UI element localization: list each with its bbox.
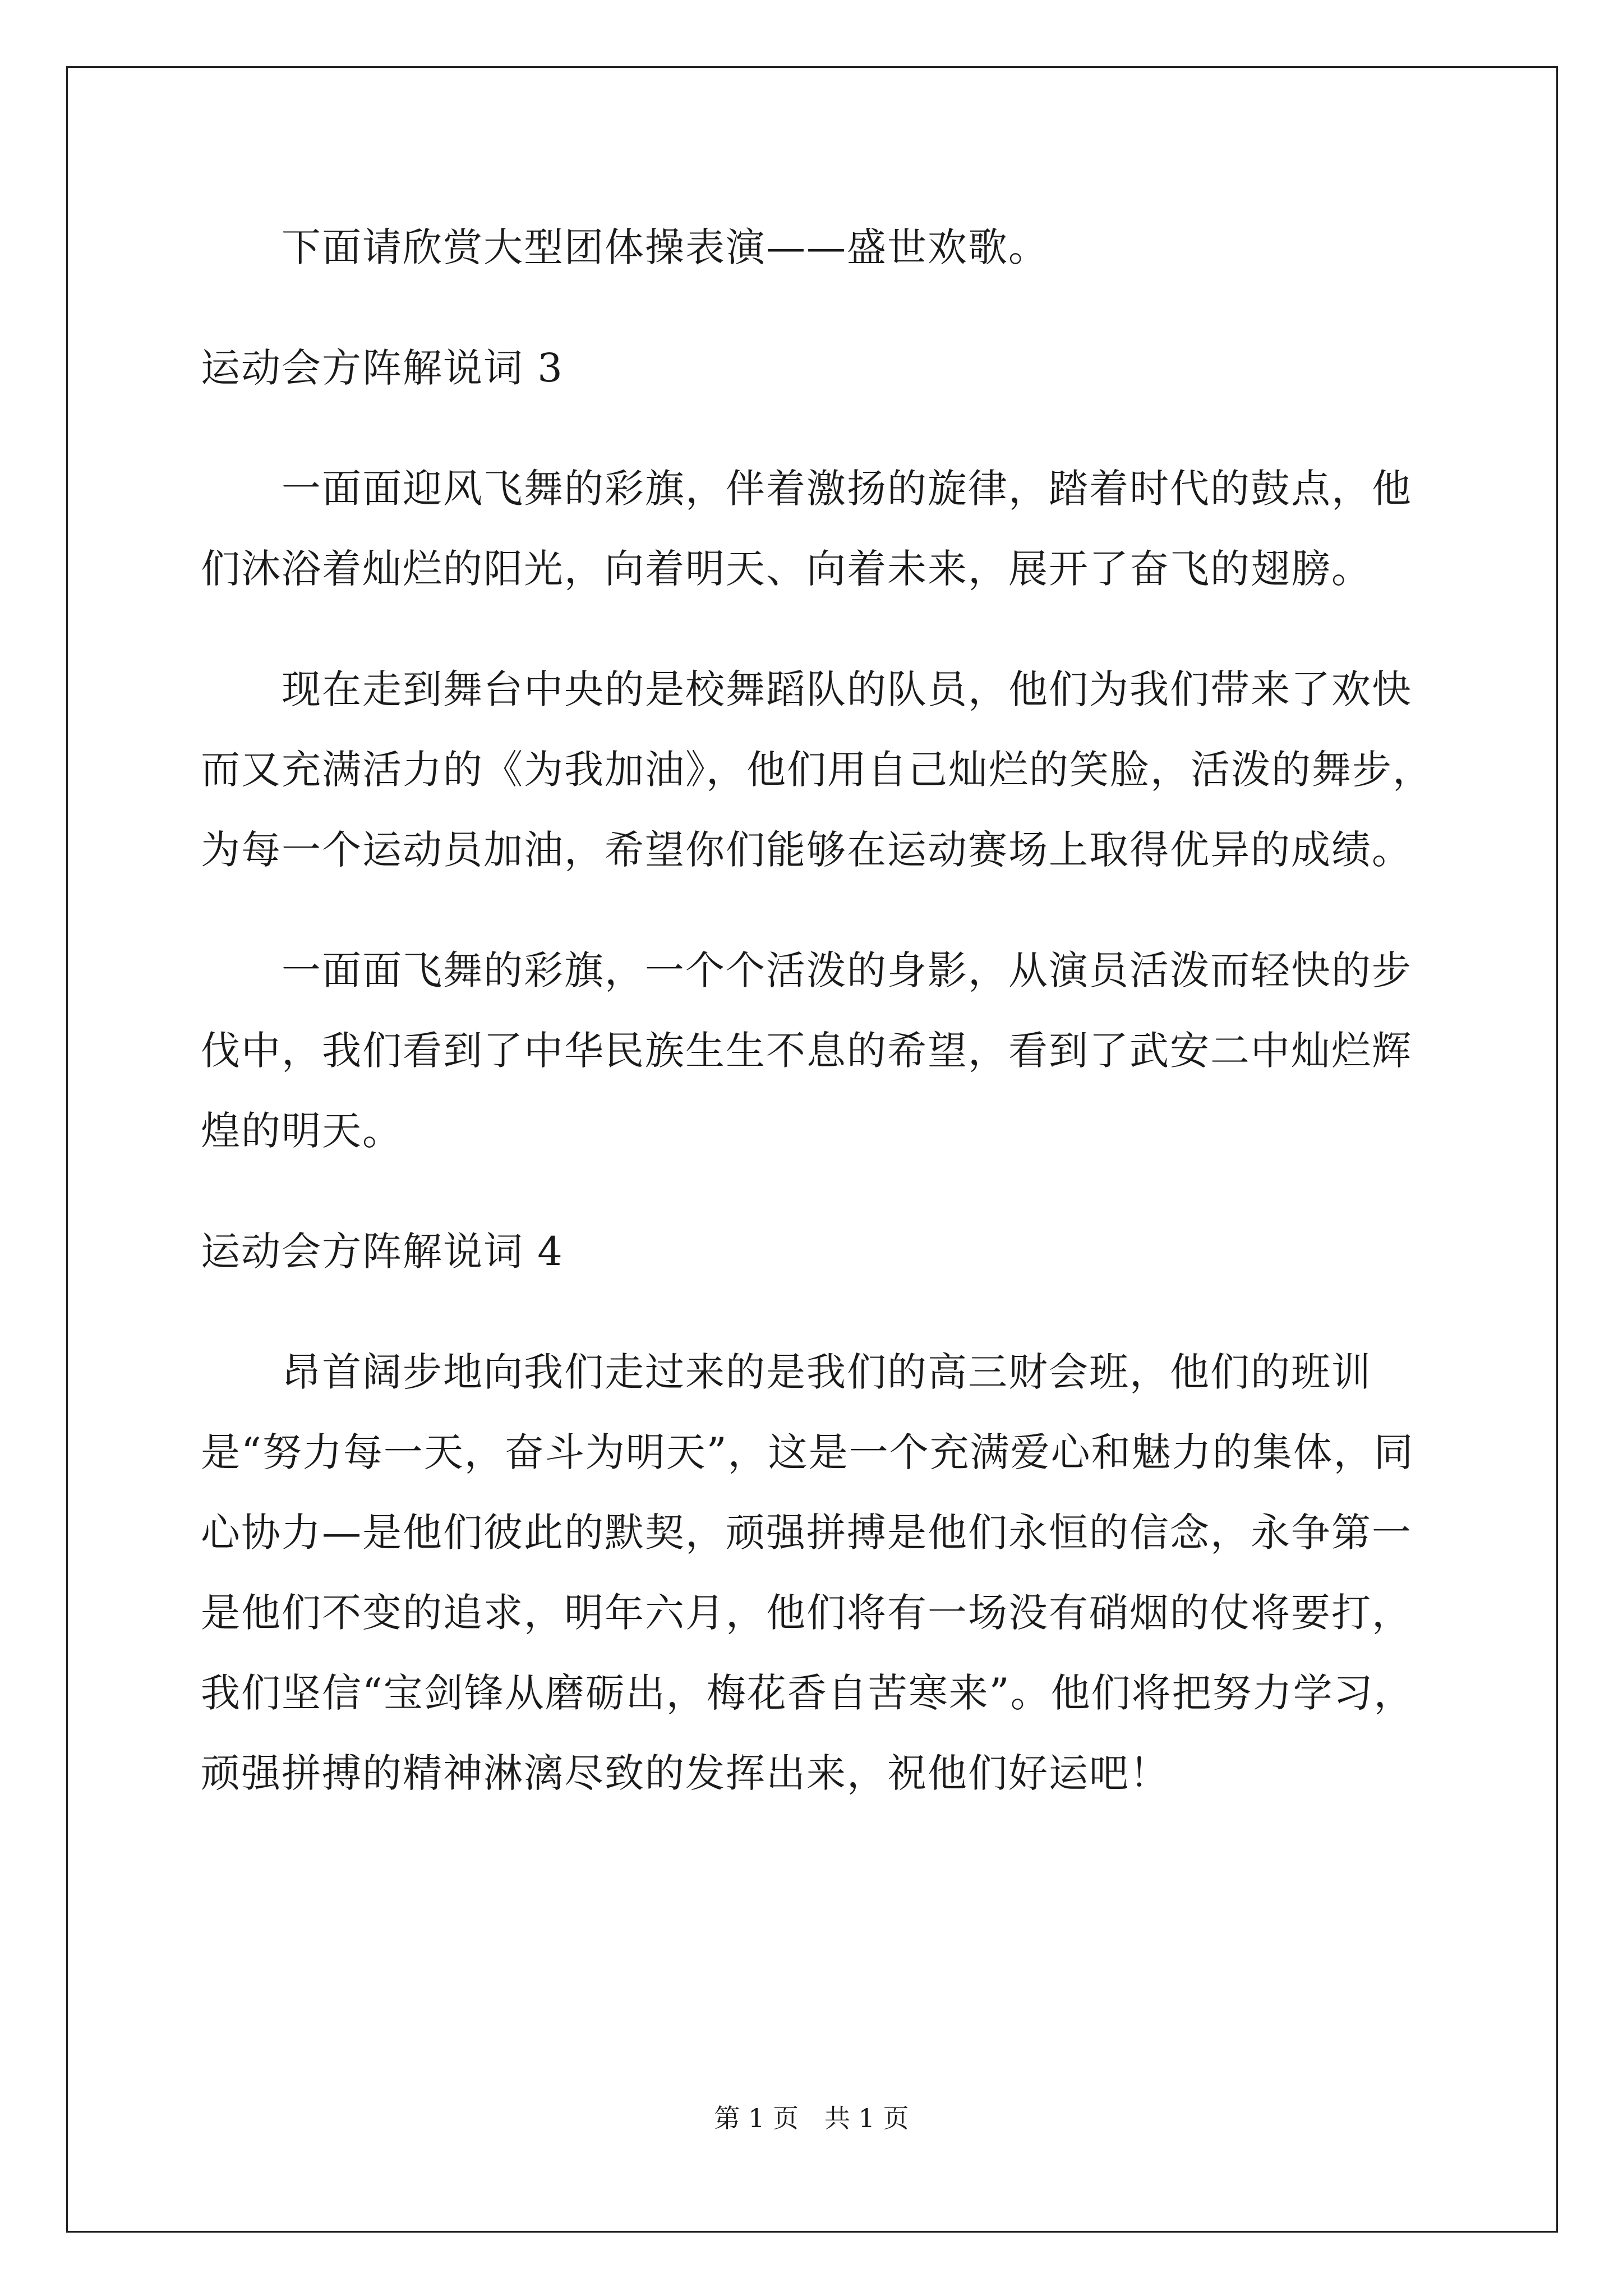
paragraph-senior-class: 昂首阔步地向我们走过来的是我们的高三财会班，他们的班训是“努力每一天，奋斗为明天”，这是一个充满爱心和魅力的集体，同心协力—是他们彼此的默契，顽强拼搏是他们永恒的信念，永争第一是他们不变的追求，明年六月，他们将有一场没有硝烟的仗将要打，我们坚信“宝剑锋从磨砺出，梅花香自苦寒来”。他们将把努力学习，顽强拼搏的精神淋漓尽致的发挥出来，祝他们好运吧！ bbox=[201, 1349, 1414, 1796]
paragraph-flags: 一面面迎风飞舞的彩旗，伴着激扬的旋律，踏着时代的鼓点，他们沐浴着灿烂的阳光，向着明天、向着未来，展开了奋飞的翅膀。 bbox=[201, 466, 1412, 592]
page-number-footer: 第 1 页 共 1 页 bbox=[714, 2103, 909, 2133]
section-heading-3: 运动会方阵解说词 3 bbox=[201, 345, 564, 391]
document-body bbox=[201, 208, 1435, 1814]
paragraph-dance-team: 现在走到舞台中央的是校舞蹈队的队员，他们为我们带来了欢快而又充满活力的《为我加油》，他们用自己灿烂的笑脸，活泼的舞步，为每一个运动员加油，希望你们能够在运动赛场上取得优异的成绩。 bbox=[201, 666, 1433, 873]
paragraph-intro: 下面请欣赏大型团体操表演——盛世欢歌。 bbox=[282, 224, 1049, 270]
paragraph-future: 一面面飞舞的彩旗，一个个活泼的身影，从演员活泼而轻快的步伐中，我们看到了中华民族生生不息的希望，看到了武安二中灿烂辉煌的明天。 bbox=[201, 947, 1412, 1154]
section-heading-4: 运动会方阵解说词 4 bbox=[201, 1228, 564, 1274]
